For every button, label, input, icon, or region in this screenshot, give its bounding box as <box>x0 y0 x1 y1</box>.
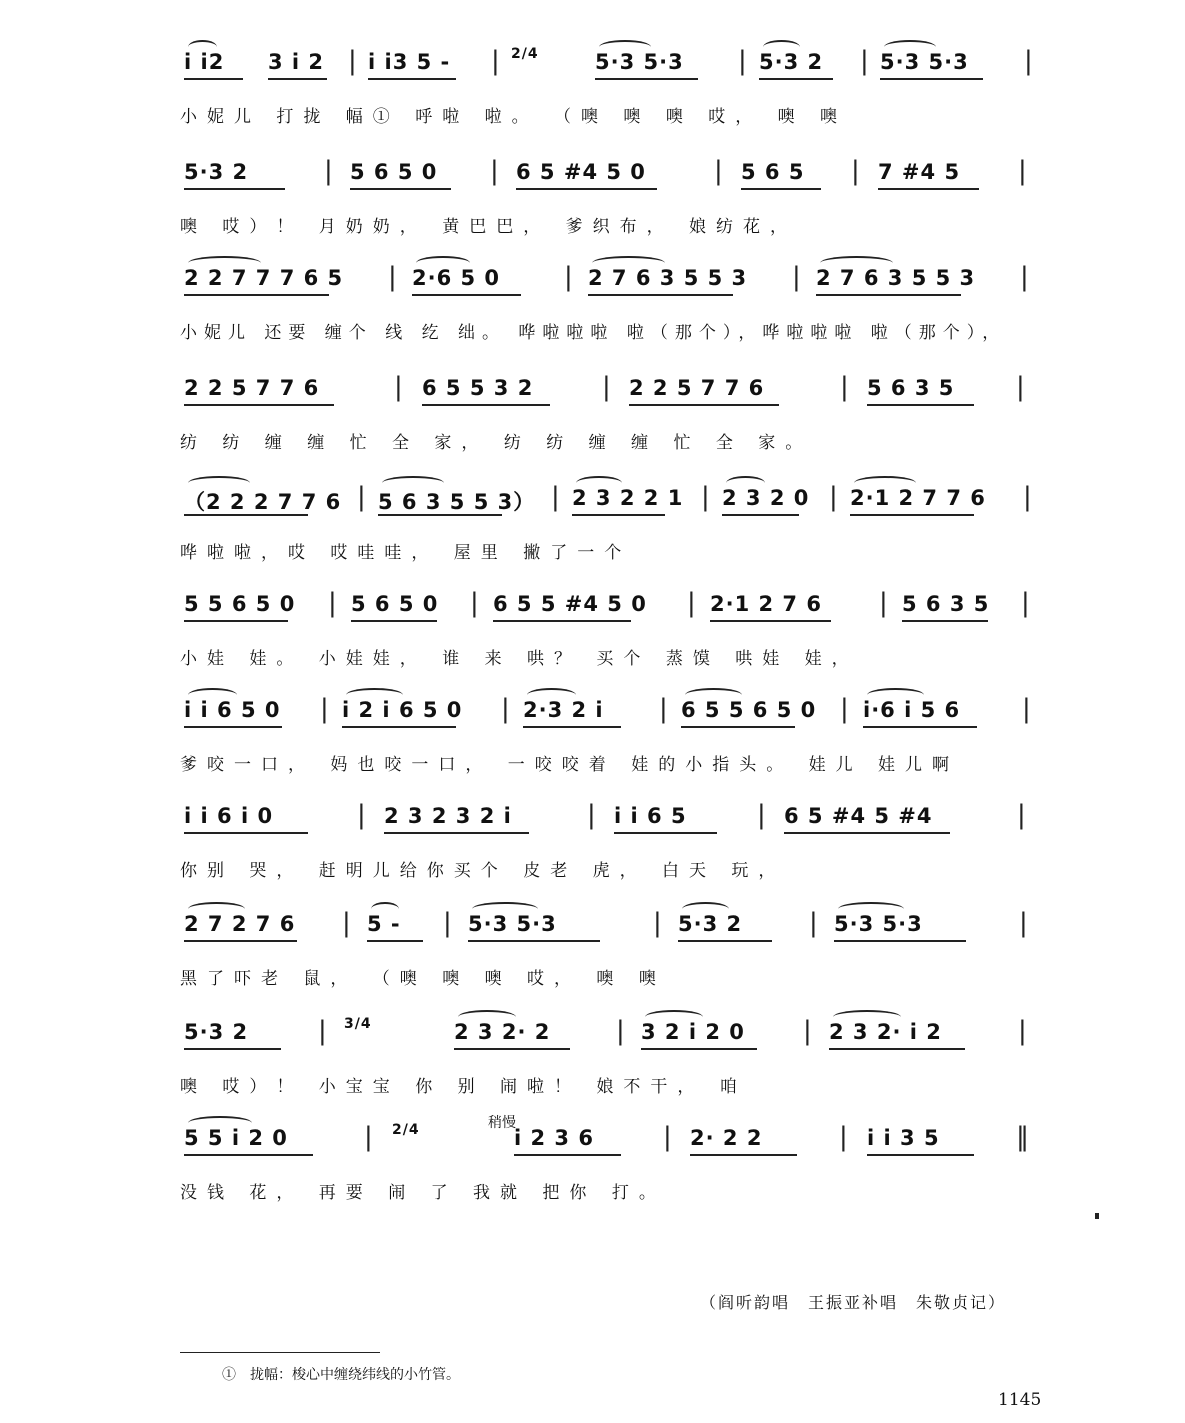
note-group: 5 5 6 5 0 <box>184 592 296 616</box>
slur-mark <box>576 476 622 490</box>
beam-underline <box>268 78 327 80</box>
beam-underline <box>850 514 974 516</box>
beam-underline <box>184 620 288 622</box>
slur-mark <box>854 476 916 490</box>
barline: | <box>1023 482 1032 512</box>
slur-mark <box>645 1010 703 1024</box>
performer-credit: （阎听韵唱 王振亚补唱 朱敬贞记） <box>700 1293 1007 1312</box>
barline: | <box>602 372 611 402</box>
lyrics-text: 没钱 花， 再要 闹 了 我就 把你 打。 <box>180 1183 666 1203</box>
barline: | <box>490 156 499 186</box>
beam-underline <box>572 514 665 516</box>
barline: | <box>470 588 479 618</box>
note-group: 2·6 5 0 <box>412 266 501 290</box>
note-group: 5·3 5·3 <box>834 912 923 936</box>
barline: | <box>388 262 397 292</box>
notation-line <box>180 1118 1060 1158</box>
note-group: 5·3 2 <box>184 1020 249 1044</box>
beam-underline <box>741 188 821 190</box>
beam-underline <box>523 726 621 728</box>
slur-mark <box>188 688 237 702</box>
slur-mark <box>726 476 765 490</box>
note-group: i i 6 5 <box>614 804 687 828</box>
barline: | <box>320 694 329 724</box>
note-group: 3 i 2 <box>268 50 325 74</box>
barline: | <box>851 156 860 186</box>
beam-underline <box>641 1048 757 1050</box>
barline: | <box>659 694 668 724</box>
barline: | <box>324 156 333 186</box>
notation-line <box>180 258 1060 298</box>
lyrics-line <box>180 206 1060 246</box>
barline: | <box>714 156 723 186</box>
beam-underline <box>184 78 243 80</box>
beam-underline <box>454 1048 570 1050</box>
lyrics-text: 小娃 娃。 小娃娃， 谁 来 哄？ 买个 蒸馍 哄娃 娃， <box>180 649 859 669</box>
note-group: i i3 5 - <box>368 50 451 74</box>
barline: | <box>342 908 351 938</box>
barline: | <box>839 1122 848 1152</box>
note-group: i 2 3 6 <box>514 1126 594 1150</box>
barline: | <box>348 46 357 76</box>
slur-mark <box>188 902 245 916</box>
lyrics-line <box>180 532 1060 572</box>
beam-underline <box>829 1048 965 1050</box>
barline: | <box>757 800 766 830</box>
slur-mark <box>867 688 924 702</box>
beam-underline <box>184 1154 313 1156</box>
lyrics-text: 你别 哭， 赶明儿给你买个 皮老 虎， 白天 玩， <box>180 861 786 881</box>
barline: | <box>491 46 500 76</box>
slur-mark <box>188 256 261 270</box>
beam-underline <box>759 78 833 80</box>
beam-underline <box>468 940 600 942</box>
notation-line <box>180 690 1060 730</box>
beam-underline <box>514 1154 621 1156</box>
slur-mark <box>188 476 250 490</box>
footnote-rule <box>180 1352 380 1353</box>
note-group: 2 7 6 3 5 5 3 <box>588 266 748 290</box>
beam-underline <box>184 726 282 728</box>
notation-line <box>180 1012 1060 1052</box>
note-group: 6 5 #4 5 #4 <box>784 804 933 828</box>
note-group: 5 6 3 5 <box>902 592 990 616</box>
note-group: i 2 i 6 5 0 <box>342 698 463 722</box>
beam-underline <box>880 78 983 80</box>
beam-underline <box>678 940 772 942</box>
barline: | <box>1022 694 1031 724</box>
note-group: 5·3 5·3 <box>468 912 557 936</box>
note-group: 6 5 5 #4 5 0 <box>493 592 647 616</box>
beam-underline <box>710 620 831 622</box>
lyrics-text: 纺 纺 缠 缠 忙 全 家， 纺 纺 缠 缠 忙 全 家。 <box>180 433 813 453</box>
lyrics-text: 哗啦啦，哎 哎哇哇， 屋里 撇了一个 <box>180 543 632 563</box>
beam-underline <box>867 404 974 406</box>
slur-mark <box>346 688 403 702</box>
note-group: 2 3 2· i 2 <box>829 1020 942 1044</box>
notation-line <box>180 478 1060 518</box>
note-group: 6 5 5 6 5 0 <box>681 698 817 722</box>
barline: | <box>318 1016 327 1046</box>
beam-underline <box>690 1154 797 1156</box>
lyrics-line <box>180 312 1060 352</box>
slur-mark <box>188 1116 252 1130</box>
beam-underline <box>184 188 285 190</box>
barline: | <box>701 482 710 512</box>
barline: | <box>357 482 366 512</box>
time-signature: 2/4 <box>511 46 539 62</box>
barline: | <box>501 694 510 724</box>
beam-underline <box>384 832 529 834</box>
note-group: i i 6 5 0 <box>184 698 281 722</box>
note-group: 5·3 2 <box>184 160 249 184</box>
slur-mark <box>763 40 800 54</box>
slur-mark <box>838 902 904 916</box>
lyrics-text: 黑了吓老 鼠， （噢 噢 噢 哎， 噢 噢 <box>180 969 666 989</box>
note-group: 6 5 #4 5 0 <box>516 160 646 184</box>
barline: | <box>587 800 596 830</box>
slur-mark <box>371 902 399 916</box>
slur-mark <box>188 40 217 54</box>
note-group: 5 6 3 5 <box>867 376 955 400</box>
note-group: 2 3 2 3 2 i <box>384 804 512 828</box>
beam-underline <box>863 726 977 728</box>
barline: | <box>616 1016 625 1046</box>
beam-underline <box>902 620 988 622</box>
slur-mark <box>416 256 470 270</box>
beam-underline <box>184 832 308 834</box>
barline: | <box>663 1122 672 1152</box>
note-group: 2·1 2 7 6 <box>710 592 822 616</box>
notation-line <box>180 42 1060 82</box>
tempo-mark: 稍慢 <box>488 1115 516 1131</box>
barline: | <box>879 588 888 618</box>
note-group: 3 2 i 2 0 <box>641 1020 745 1044</box>
lyrics-text: 爹咬一口， 妈也咬一口， 一咬咬着 娃的小指头。 娃儿 娃儿啊 <box>180 755 960 775</box>
slur-mark <box>472 902 538 916</box>
notation-line <box>180 368 1060 408</box>
beam-underline <box>588 294 733 296</box>
barline: | <box>394 372 403 402</box>
lyrics-line <box>180 958 1060 998</box>
note-group: 2·3 2 i <box>523 698 604 722</box>
barline: | <box>1024 46 1033 76</box>
slur-mark <box>820 256 893 270</box>
slur-mark <box>527 688 576 702</box>
beam-underline <box>422 404 550 406</box>
barline: | <box>1021 588 1030 618</box>
lyrics-line <box>180 850 1060 890</box>
lyrics-line <box>180 1066 1060 1106</box>
notation-line <box>180 796 1060 836</box>
note-group: 5·3 2 <box>759 50 824 74</box>
note-group: i i 3 5 <box>867 1126 940 1150</box>
note-group: 2 3 2· 2 <box>454 1020 551 1044</box>
beam-underline <box>351 620 437 622</box>
barline: | <box>551 482 560 512</box>
beam-underline <box>184 1048 281 1050</box>
barline: | <box>364 1122 373 1152</box>
beam-underline <box>350 188 451 190</box>
lyrics-line <box>180 96 1060 136</box>
barline: | <box>653 908 662 938</box>
slur-mark <box>592 256 665 270</box>
lyrics-line <box>180 422 1060 462</box>
barline: | <box>803 1016 812 1046</box>
barline: | <box>1019 908 1028 938</box>
slur-mark <box>382 476 444 490</box>
slur-mark <box>884 40 936 54</box>
note-group: 5 6 5 0 <box>350 160 438 184</box>
note-group: （2 2 2 7 7 6 <box>184 490 342 514</box>
slur-mark <box>458 1010 516 1024</box>
lyrics-text: 小妮儿 还要 缠个 线 纥 绌。 哗啦啦啦 啦（那个），哗啦啦啦 啦（那个）， <box>180 323 1007 343</box>
slur-mark <box>599 40 651 54</box>
note-group: i i2 <box>184 50 225 74</box>
beam-underline <box>595 78 698 80</box>
barline: | <box>792 262 801 292</box>
note-group: 6 5 5 3 2 <box>422 376 534 400</box>
note-group: 5·3 5·3 <box>595 50 684 74</box>
beam-underline <box>184 514 308 516</box>
beam-underline <box>681 726 795 728</box>
beam-underline <box>184 940 297 942</box>
beam-underline <box>722 514 799 516</box>
beam-underline <box>614 832 717 834</box>
note-group: 2· 2 2 <box>690 1126 763 1150</box>
beam-underline <box>368 78 456 80</box>
beam-underline <box>516 188 657 190</box>
note-group: 2 2 5 7 7 6 <box>629 376 765 400</box>
time-signature: 2/4 <box>392 1122 420 1138</box>
beam-underline <box>184 404 334 406</box>
note-group: 5 6 3 5 5 3） <box>378 490 536 514</box>
beam-underline <box>342 726 456 728</box>
barline: | <box>443 908 452 938</box>
beam-underline <box>816 294 961 296</box>
note-group: i i 6 i 0 <box>184 804 274 828</box>
barline: | <box>738 46 747 76</box>
lyrics-text: 噢 哎）！ 小宝宝 你 别 闹啦！ 娘不干， 咱 <box>180 1077 747 1097</box>
beam-underline <box>412 294 521 296</box>
slur-mark <box>833 1010 901 1024</box>
lyrics-text: 小妮儿 打拢 幅① 呼啦 啦。 （噢 噢 噢 哎， 噢 噢 <box>180 107 848 127</box>
beam-underline <box>367 940 423 942</box>
note-group: 7 #4 5 <box>878 160 961 184</box>
lyrics-text: 噢 哎）！ 月奶奶， 黄巴巴， 爹织布， 娘纺花， <box>180 217 798 237</box>
barline: | <box>829 482 838 512</box>
beam-underline <box>834 940 966 942</box>
slur-mark <box>682 902 729 916</box>
note-group: 2 2 7 7 7 6 5 <box>184 266 344 290</box>
barline: | <box>840 694 849 724</box>
beam-underline <box>184 294 329 296</box>
lyrics-line <box>180 638 1060 678</box>
lyrics-line <box>180 1172 1060 1212</box>
barline: | <box>1018 1016 1027 1046</box>
barline: | <box>564 262 573 292</box>
time-signature: 3/4 <box>344 1016 372 1032</box>
beam-underline <box>878 188 979 190</box>
note-group: 5 6 5 0 <box>351 592 439 616</box>
note-group: 2 3 2 0 <box>722 486 810 510</box>
notation-line <box>180 152 1060 192</box>
beam-underline <box>867 1154 974 1156</box>
footnote: ① 拢幅：梭心中缠绕纬线的小竹管。 <box>222 1367 460 1383</box>
note-group: 2 7 2 7 6 <box>184 912 296 936</box>
barline: | <box>1018 156 1027 186</box>
barline: | <box>687 588 696 618</box>
note-group: i·6 i 5 6 <box>863 698 961 722</box>
ink-speck <box>1095 1213 1099 1219</box>
barline: | <box>357 800 366 830</box>
barline: | <box>1016 372 1025 402</box>
final-barline: ‖ <box>1016 1122 1029 1152</box>
barline: | <box>860 46 869 76</box>
note-group: 2 7 6 3 5 5 3 <box>816 266 976 290</box>
notation-line <box>180 904 1060 944</box>
barline: | <box>328 588 337 618</box>
note-group: 2 3 2 2 1 <box>572 486 684 510</box>
beam-underline <box>629 404 779 406</box>
slur-mark <box>685 688 742 702</box>
note-group: 5 - <box>367 912 401 936</box>
notation-line <box>180 584 1060 624</box>
lyrics-line <box>180 744 1060 784</box>
note-group: 5 5 i 2 0 <box>184 1126 288 1150</box>
note-group: 5·3 2 <box>678 912 743 936</box>
beam-underline <box>493 620 631 622</box>
note-group: 2·1 2 7 7 6 <box>850 486 986 510</box>
note-group: 2 2 5 7 7 6 <box>184 376 320 400</box>
barline: | <box>1020 262 1029 292</box>
page-number: 1145 <box>998 1390 1042 1410</box>
barline: | <box>1017 800 1026 830</box>
beam-underline <box>784 832 950 834</box>
note-group: 5 6 5 <box>741 160 805 184</box>
beam-underline <box>378 514 502 516</box>
note-group: 5·3 5·3 <box>880 50 969 74</box>
barline: | <box>840 372 849 402</box>
barline: | <box>809 908 818 938</box>
